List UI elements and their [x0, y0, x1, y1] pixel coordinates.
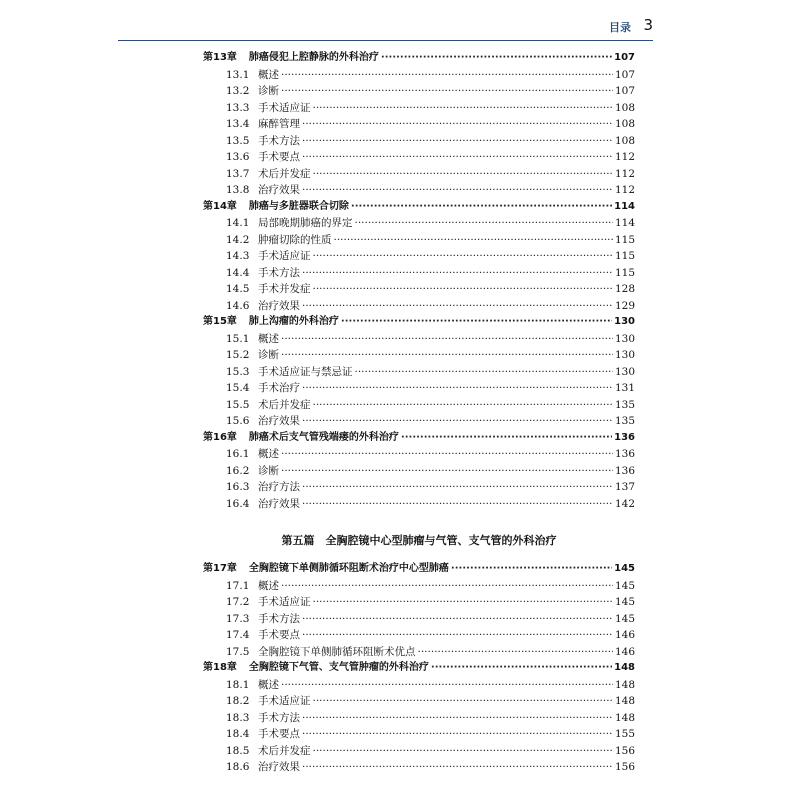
section-number: 14.6	[226, 299, 250, 312]
dot-leader	[302, 380, 613, 397]
section-number: 13.5	[226, 134, 250, 147]
page-ref: 155	[614, 728, 635, 740]
section-number: 17.3	[226, 612, 250, 625]
page-ref: 136	[614, 431, 635, 443]
section-number: 15.2	[226, 349, 250, 361]
section-title: 手术适应证	[258, 695, 311, 707]
section-number: 16.1	[226, 448, 250, 460]
toc-section-row	[203, 380, 635, 397]
dot-leader	[302, 116, 613, 133]
section-title: 治疗方法	[258, 481, 300, 493]
section-title: 术后并发症	[258, 167, 311, 180]
dot-leader	[281, 67, 613, 84]
chapter-number: 第17章	[203, 563, 237, 574]
section-title: 手术要点	[258, 629, 300, 641]
page-ref: 130	[614, 365, 635, 378]
toc-section-row	[203, 743, 635, 760]
section-title: 手术方法	[258, 134, 300, 147]
page-ref: 148	[614, 678, 635, 691]
section-number: 14.2	[226, 233, 250, 246]
chapter-title: 肺癌术后支气管残端瘘的外科治疗	[248, 431, 399, 443]
dot-leader	[302, 182, 613, 199]
page-ref: 114	[614, 217, 635, 229]
section-number: 18.6	[226, 761, 250, 773]
dot-leader	[281, 463, 613, 480]
chapter-number: 第14章	[203, 200, 237, 212]
section-title: 手术治疗	[258, 382, 300, 394]
page-ref: 145	[614, 579, 635, 592]
page-ref: 114	[614, 200, 635, 212]
toc-section-row	[203, 726, 635, 743]
dot-leader	[281, 677, 613, 694]
page-ref: 137	[614, 481, 635, 493]
page-ref: 115	[614, 250, 635, 262]
dot-leader	[281, 578, 613, 595]
page-ref: 129	[614, 299, 635, 312]
section-number: 15.1	[226, 332, 250, 345]
dot-leader	[355, 215, 613, 232]
toc-section-row	[203, 677, 635, 694]
section-number: 18.2	[226, 695, 250, 707]
toc-section-row	[203, 627, 635, 644]
toc-section-row	[203, 133, 635, 150]
section-title: 手术适应证	[258, 596, 311, 608]
toc-section-row	[203, 116, 635, 133]
dot-leader	[431, 660, 612, 677]
part-title: 第五篇 全胸腔镜中心型肺瘤与气管、支气管的外科治疗	[281, 534, 557, 547]
section-title: 麻醉管理	[258, 118, 300, 130]
section-number: 13.8	[226, 184, 250, 196]
toc-section-row	[203, 182, 635, 199]
toc-section-row	[203, 413, 635, 430]
toc-section-row	[203, 100, 635, 117]
chapter-title: 肺上沟瘤的外科治疗	[248, 316, 339, 327]
toc-section-row	[203, 331, 635, 348]
toc-section-row	[203, 496, 635, 513]
section-number: 14.1	[226, 217, 250, 229]
page-ref: 107	[614, 52, 635, 63]
page-ref: 136	[614, 464, 635, 477]
dot-leader	[302, 149, 613, 166]
toc-section-row	[203, 347, 635, 364]
section-title: 手术方法	[258, 266, 300, 279]
section-title: 诊断	[258, 349, 279, 361]
page-ref: 112	[614, 167, 635, 180]
dot-leader	[281, 446, 613, 463]
page-ref: 115	[614, 266, 635, 279]
section-number: 13.3	[226, 101, 250, 114]
toc-section-row	[203, 67, 635, 84]
section-number: 17.5	[226, 645, 250, 658]
section-title: 概述	[258, 579, 279, 592]
section-title: 手术方法	[258, 711, 300, 724]
page-ref: 146	[614, 629, 635, 641]
toc-section-row	[203, 446, 635, 463]
page-ref: 148	[614, 711, 635, 724]
chapter-number: 第18章	[203, 662, 237, 673]
toc-chapter-row	[203, 314, 635, 331]
section-title: 手术适应证	[258, 250, 311, 262]
section-title: 全胸腔镜下单侧肺循环阻断术优点	[258, 645, 416, 658]
section-title: 手术适应证与禁忌证	[258, 365, 353, 378]
dot-leader	[302, 726, 613, 743]
toc-section-row	[203, 397, 635, 414]
toc-section-row	[203, 710, 635, 727]
section-number: 18.5	[226, 744, 250, 757]
section-number: 14.5	[226, 283, 250, 295]
toc-section-row	[203, 83, 635, 100]
dot-leader	[313, 743, 613, 760]
section-number: 13.6	[226, 151, 250, 163]
page-ref: 156	[614, 744, 635, 757]
page-ref: 142	[614, 497, 635, 510]
page-ref: 108	[614, 118, 635, 130]
chapter-title: 肺癌侵犯上腔静脉的外科治疗	[248, 52, 379, 63]
section-title: 概述	[258, 68, 279, 81]
page-ref: 112	[614, 184, 635, 196]
dot-leader	[281, 83, 613, 100]
toc-block-1	[203, 50, 635, 512]
dot-leader	[302, 413, 613, 430]
section-number: 15.5	[226, 398, 250, 411]
section-number: 18.4	[226, 728, 250, 740]
toc-section-row	[203, 693, 635, 710]
toc-section-row	[203, 463, 635, 480]
page-ref: 145	[614, 596, 635, 608]
section-title: 手术方法	[258, 612, 300, 625]
dot-leader	[302, 133, 613, 150]
section-number: 16.2	[226, 464, 250, 477]
chapter-title: 全胸腔镜下单侧肺循环阻断术治疗中心型肺癌	[248, 563, 449, 574]
chapter-number: 第13章	[203, 52, 237, 63]
chapter-title: 全胸腔镜下气管、支气管肿瘤的外科治疗	[248, 662, 429, 673]
page-ref: 136	[614, 448, 635, 460]
toc-section-row	[203, 215, 635, 232]
toc-chapter-row	[203, 430, 635, 447]
page-ref: 130	[614, 332, 635, 345]
section-number: 13.7	[226, 167, 250, 180]
dot-leader	[313, 166, 613, 183]
toc-chapter-row	[203, 50, 635, 67]
section-title: 治疗效果	[258, 497, 300, 510]
dot-leader	[302, 265, 613, 282]
section-number: 15.4	[226, 382, 250, 394]
dot-leader	[418, 644, 613, 661]
dot-leader	[313, 397, 613, 414]
toc-section-row	[203, 479, 635, 496]
dot-leader	[302, 496, 613, 513]
page-ref: 146	[614, 645, 635, 658]
chapter-number: 第15章	[203, 316, 237, 327]
toc-chapter-row	[203, 561, 635, 578]
dot-leader	[451, 561, 612, 578]
dot-leader	[355, 364, 613, 381]
page-number: 3	[643, 16, 653, 34]
dot-leader	[351, 199, 612, 216]
section-title: 肿瘤切除的性质	[258, 233, 332, 246]
page-ref: 107	[614, 68, 635, 81]
section-title: 手术并发症	[258, 283, 311, 295]
toc-section-row	[203, 364, 635, 381]
dot-leader	[281, 347, 613, 364]
section-title: 治疗效果	[258, 184, 300, 196]
dot-leader	[341, 314, 612, 331]
dot-leader	[334, 232, 613, 249]
toc-section-row	[203, 149, 635, 166]
toc-section-row	[203, 281, 635, 298]
dot-leader	[302, 611, 613, 628]
section-title: 手术要点	[258, 728, 300, 740]
section-number: 13.2	[226, 85, 250, 97]
toc-section-row	[203, 232, 635, 249]
chapter-title: 肺癌与多脏器联合切除	[248, 200, 349, 212]
toc-section-row	[203, 166, 635, 183]
section-title: 治疗效果	[258, 415, 300, 427]
toc-section-row	[203, 594, 635, 611]
page-ref: 115	[614, 233, 635, 246]
section-title: 手术要点	[258, 151, 300, 163]
dot-leader	[302, 710, 613, 727]
dot-leader	[381, 50, 612, 67]
section-number: 17.4	[226, 629, 250, 641]
section-title: 术后并发症	[258, 744, 311, 757]
toc-section-row	[203, 248, 635, 265]
section-title: 术后并发症	[258, 398, 311, 411]
section-title: 治疗效果	[258, 299, 300, 312]
dot-leader	[281, 331, 613, 348]
dot-leader	[302, 298, 613, 315]
chapter-number: 第16章	[203, 431, 237, 443]
toc-chapter-row	[203, 199, 635, 216]
section-number: 16.3	[226, 481, 250, 493]
section-title: 治疗效果	[258, 761, 300, 773]
page-ref: 131	[614, 382, 635, 394]
page-ref: 130	[614, 316, 635, 327]
page-header	[118, 18, 653, 41]
section-number: 13.1	[226, 68, 250, 81]
section-number: 14.3	[226, 250, 250, 262]
page-ref: 108	[614, 134, 635, 147]
page-ref: 145	[614, 612, 635, 625]
dot-leader	[302, 759, 613, 776]
page-ref: 148	[614, 662, 635, 673]
page-ref: 112	[614, 151, 635, 163]
section-number: 14.4	[226, 266, 250, 279]
section-title: 概述	[258, 448, 279, 460]
section-number: 17.2	[226, 596, 250, 608]
page-ref: 156	[614, 761, 635, 773]
section-title: 诊断	[258, 85, 279, 97]
page-ref: 108	[614, 101, 635, 114]
section-number: 13.4	[226, 118, 250, 130]
dot-leader	[313, 100, 613, 117]
dot-leader	[302, 627, 613, 644]
section-number: 17.1	[226, 579, 250, 592]
page-ref: 128	[614, 283, 635, 295]
section-number: 16.4	[226, 497, 250, 510]
table-of-contents	[203, 50, 635, 776]
dot-leader	[302, 479, 613, 496]
page-ref: 148	[614, 695, 635, 707]
section-title: 局部晚期肺癌的界定	[258, 217, 353, 229]
dot-leader	[313, 693, 613, 710]
toc-section-row	[203, 578, 635, 595]
section-title: 手术适应证	[258, 101, 311, 114]
page-ref: 107	[614, 85, 635, 97]
section-number: 18.3	[226, 711, 250, 724]
toc-section-row	[203, 644, 635, 661]
dot-leader	[401, 430, 612, 447]
toc-section-row	[203, 265, 635, 282]
page-ref: 145	[614, 563, 635, 574]
section-number: 18.1	[226, 678, 250, 691]
toc-section-row	[203, 298, 635, 315]
header-label: 目录	[609, 21, 631, 34]
dot-leader	[313, 594, 613, 611]
section-number: 15.6	[226, 415, 250, 427]
section-title: 概述	[258, 678, 279, 691]
toc-section-row	[203, 759, 635, 776]
dot-leader	[313, 281, 613, 298]
page-ref: 135	[614, 398, 635, 411]
section-title: 诊断	[258, 464, 279, 477]
page-ref: 135	[614, 415, 635, 427]
page-ref: 130	[614, 349, 635, 361]
section-title: 概述	[258, 332, 279, 345]
toc-chapter-row	[203, 660, 635, 677]
dot-leader	[313, 248, 613, 265]
section-number: 15.3	[226, 365, 250, 378]
toc-block-2	[203, 561, 635, 776]
toc-section-row	[203, 611, 635, 628]
